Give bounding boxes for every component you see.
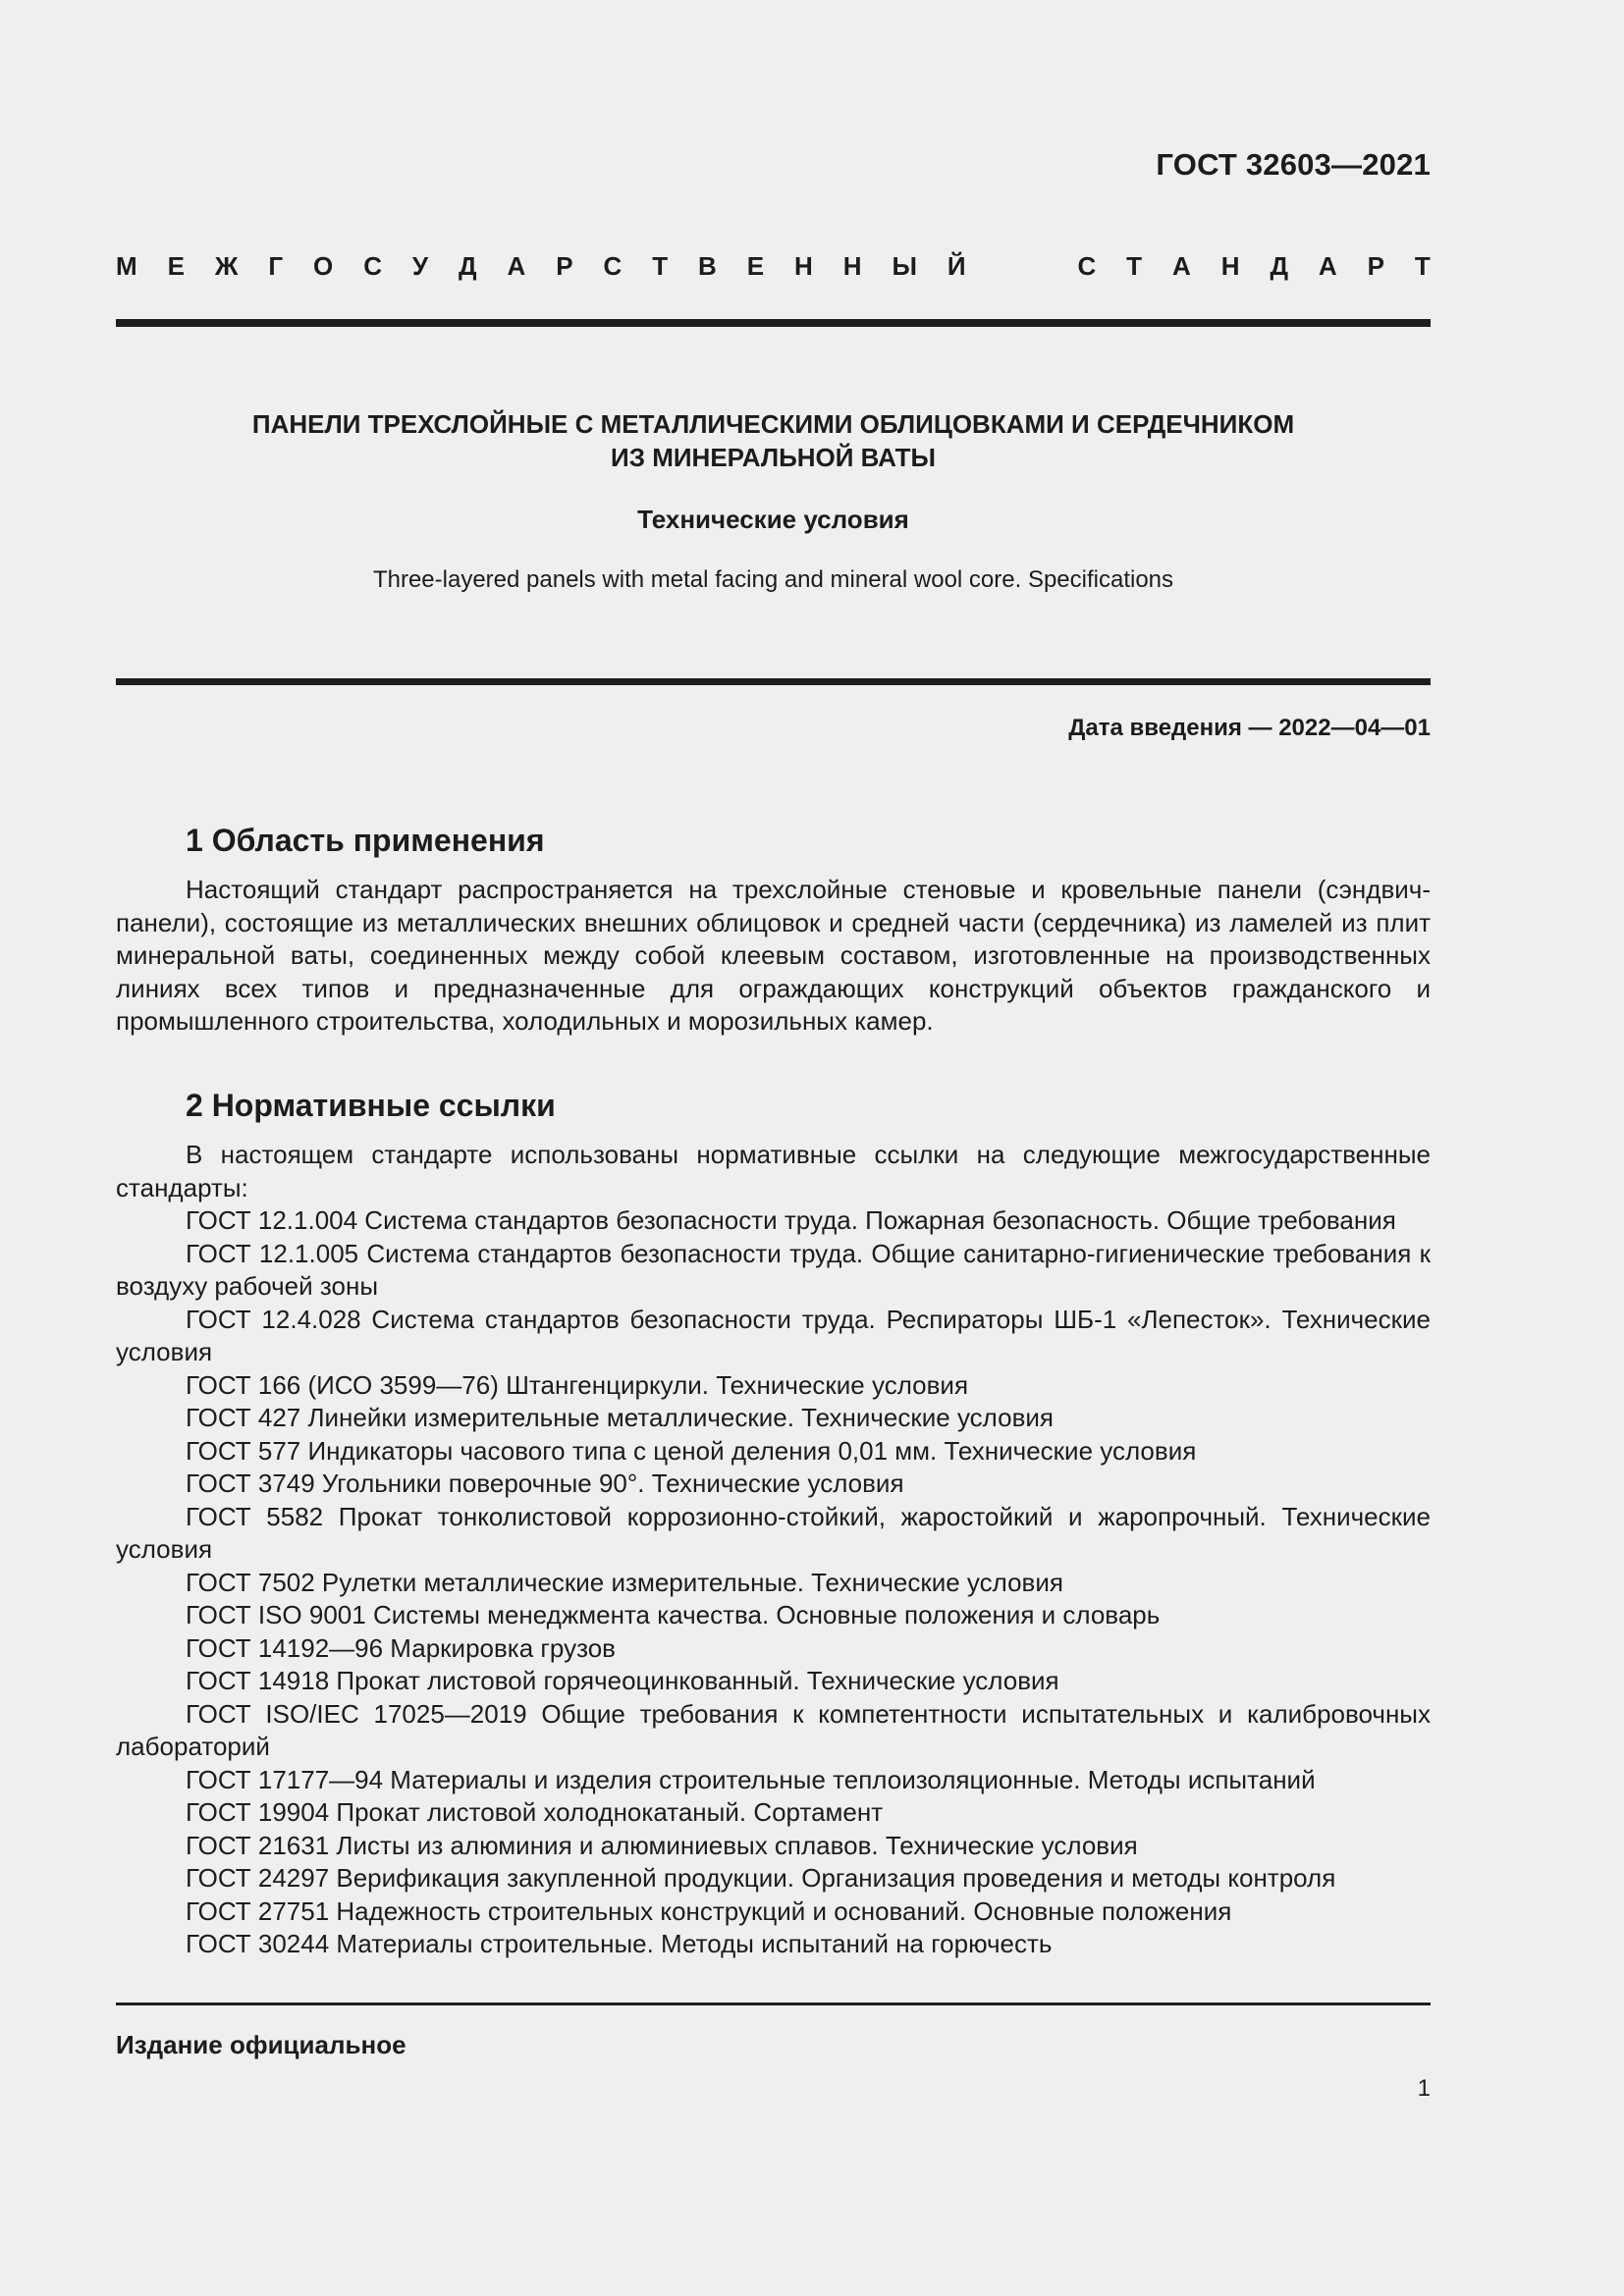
banner-letter: Е xyxy=(746,251,765,281)
list-item: ГОСТ 12.1.005 Система стандартов безопасности труда. Общие санитарно-гигиенические требования к воздуху рабочей зоны xyxy=(116,1238,1431,1302)
title-line-2: ИЗ МИНЕРАЛЬНОЙ ВАТЫ xyxy=(611,443,936,472)
list-item: ГОСТ 3749 Угольники поверочные 90°. Технические условия xyxy=(186,1468,904,1499)
list-item: ГОСТ 17177—94 Материалы и изделия строительные теплоизоляционные. Методы испытаний xyxy=(186,1764,1316,1794)
list-item: ГОСТ 14918 Прокат листовой горячеоцинкованный. Технические условия xyxy=(186,1666,1059,1696)
banner-letter: В xyxy=(698,251,717,281)
english-title: Three-layered panels with metal facing and mineral wool core. Specifications xyxy=(372,566,1174,593)
banner-letter: Й xyxy=(947,251,966,281)
list-item: ГОСТ 5582 Прокат тонколистовой коррозионно-стойкий, жаростойкий и жаропрочный. Технические условия xyxy=(116,1501,1431,1565)
top-divider xyxy=(116,319,1431,327)
reference-list xyxy=(116,1204,1431,1961)
banner-letter: С xyxy=(1077,251,1097,281)
banner-word-gap xyxy=(997,251,1048,282)
banner-letter: Ы xyxy=(892,251,917,281)
list-item: ГОСТ 12.4.028 Система стандартов безопасности труда. Респираторы ШБ-1 «Лепесток». Технические условия xyxy=(116,1304,1431,1367)
list-item: ГОСТ 27751 Надежность строительных конструкций и оснований. Основные положения xyxy=(186,1896,1232,1926)
document-title xyxy=(116,407,1431,474)
banner-letter: Р xyxy=(556,251,573,281)
footer-divider xyxy=(116,2002,1431,2005)
banner-letter: Д xyxy=(459,251,477,281)
list-item: ГОСТ 21631 Листы из алюминия и алюминиевых сплавов. Технические условия xyxy=(186,1830,1138,1860)
list-item: ГОСТ 30244 Материалы строительные. Методы испытаний на горючесть xyxy=(186,1929,1053,1959)
list-item: ГОСТ 7502 Рулетки металлические измерительные. Технические условия xyxy=(186,1567,1063,1597)
document-number: ГОСТ 32603—2021 xyxy=(1156,147,1431,182)
section-paragraph: В настоящем стандарте использованы нормативные ссылки на следующие межгосударственные стандарты: xyxy=(116,1140,1431,1202)
introduction-date: Дата введения — 2022—04—01 xyxy=(1068,715,1431,741)
official-edition-label: Издание официальное xyxy=(116,2030,406,2059)
banner-letter: С xyxy=(363,251,382,281)
banner-letter: Н xyxy=(1220,251,1240,281)
banner-letter: Ж xyxy=(214,251,239,281)
list-item: ГОСТ 12.1.004 Система стандартов безопасности труда. Пожарная безопасность. Общие требования xyxy=(186,1205,1396,1236)
list-item: ГОСТ 19904 Прокат листовой холоднокатаный. Сортамент xyxy=(186,1797,884,1828)
section-heading: 2 Нормативные ссылки xyxy=(186,1088,556,1123)
list-item: ГОСТ 166 (ИСО 3599—76) Штангенциркули. Технические условия xyxy=(186,1369,969,1400)
page-number: 1 xyxy=(1417,2075,1431,2102)
banner-letter: Н xyxy=(794,251,813,281)
section-scope xyxy=(116,821,1431,1039)
banner-letter: О xyxy=(313,251,334,281)
banner-letter: А xyxy=(1318,251,1337,281)
banner-letter: А xyxy=(1172,251,1191,281)
section-paragraph: Настоящий стандарт распространяется на трехслойные стеновые и кровельные панели (сэндвич-панели), состоящие из металлических внешних облицовок и средней части (сердечника) из ламелей из плит минеральной ваты, соединенных между собой клеевым составом, изготовленные на производственных линиях всех типов и предназначенные для ограждающих конструкций объектов гражданского и промышленного строительства, холодильных и морозильных камер. xyxy=(116,875,1431,1037)
banner-letter: Е xyxy=(167,251,185,281)
banner-letter: Н xyxy=(842,251,862,281)
banner-letter: Т xyxy=(1414,251,1431,281)
banner-letter: Г xyxy=(268,251,284,281)
list-item: ГОСТ 24297 Верификация закупленной продукции. Организация проведения и методы контроля xyxy=(186,1863,1336,1894)
title-line-1: ПАНЕЛИ ТРЕХСЛОЙНЫЕ С МЕТАЛЛИЧЕСКИМИ ОБЛИЦОВКАМИ И СЕРДЕЧНИКОМ xyxy=(251,409,1295,439)
banner-letter: Т xyxy=(1126,251,1143,281)
banner-letter: С xyxy=(603,251,623,281)
interstate-standard-banner xyxy=(116,251,1431,282)
list-item: ГОСТ 427 Линейки измерительные металлические. Технические условия xyxy=(186,1403,1054,1433)
banner-letter: М xyxy=(116,251,137,281)
banner-letter: Т xyxy=(652,251,669,281)
section-heading: 1 Область применения xyxy=(186,823,545,858)
banner-letter: Д xyxy=(1270,251,1288,281)
list-item: ГОСТ ISO/IEC 17025—2019 Общие требования к компетентности испытательных и калибровочных лабораторий xyxy=(116,1698,1431,1762)
list-item: ГОСТ 577 Индикаторы часового типа с ценой деления 0,01 мм. Технические условия xyxy=(186,1435,1197,1466)
banner-letter: Р xyxy=(1367,251,1384,281)
list-item: ГОСТ 14192—96 Маркировка грузов xyxy=(186,1632,616,1663)
section-normative-references xyxy=(116,1086,1431,1961)
banner-letter: А xyxy=(507,251,526,281)
banner-letter: У xyxy=(411,251,429,281)
document-subtitle: Технические условия xyxy=(637,505,909,534)
title-divider xyxy=(116,678,1431,685)
list-item: ГОСТ ISO 9001 Системы менеджмента качества. Основные положения и словарь xyxy=(186,1600,1161,1630)
